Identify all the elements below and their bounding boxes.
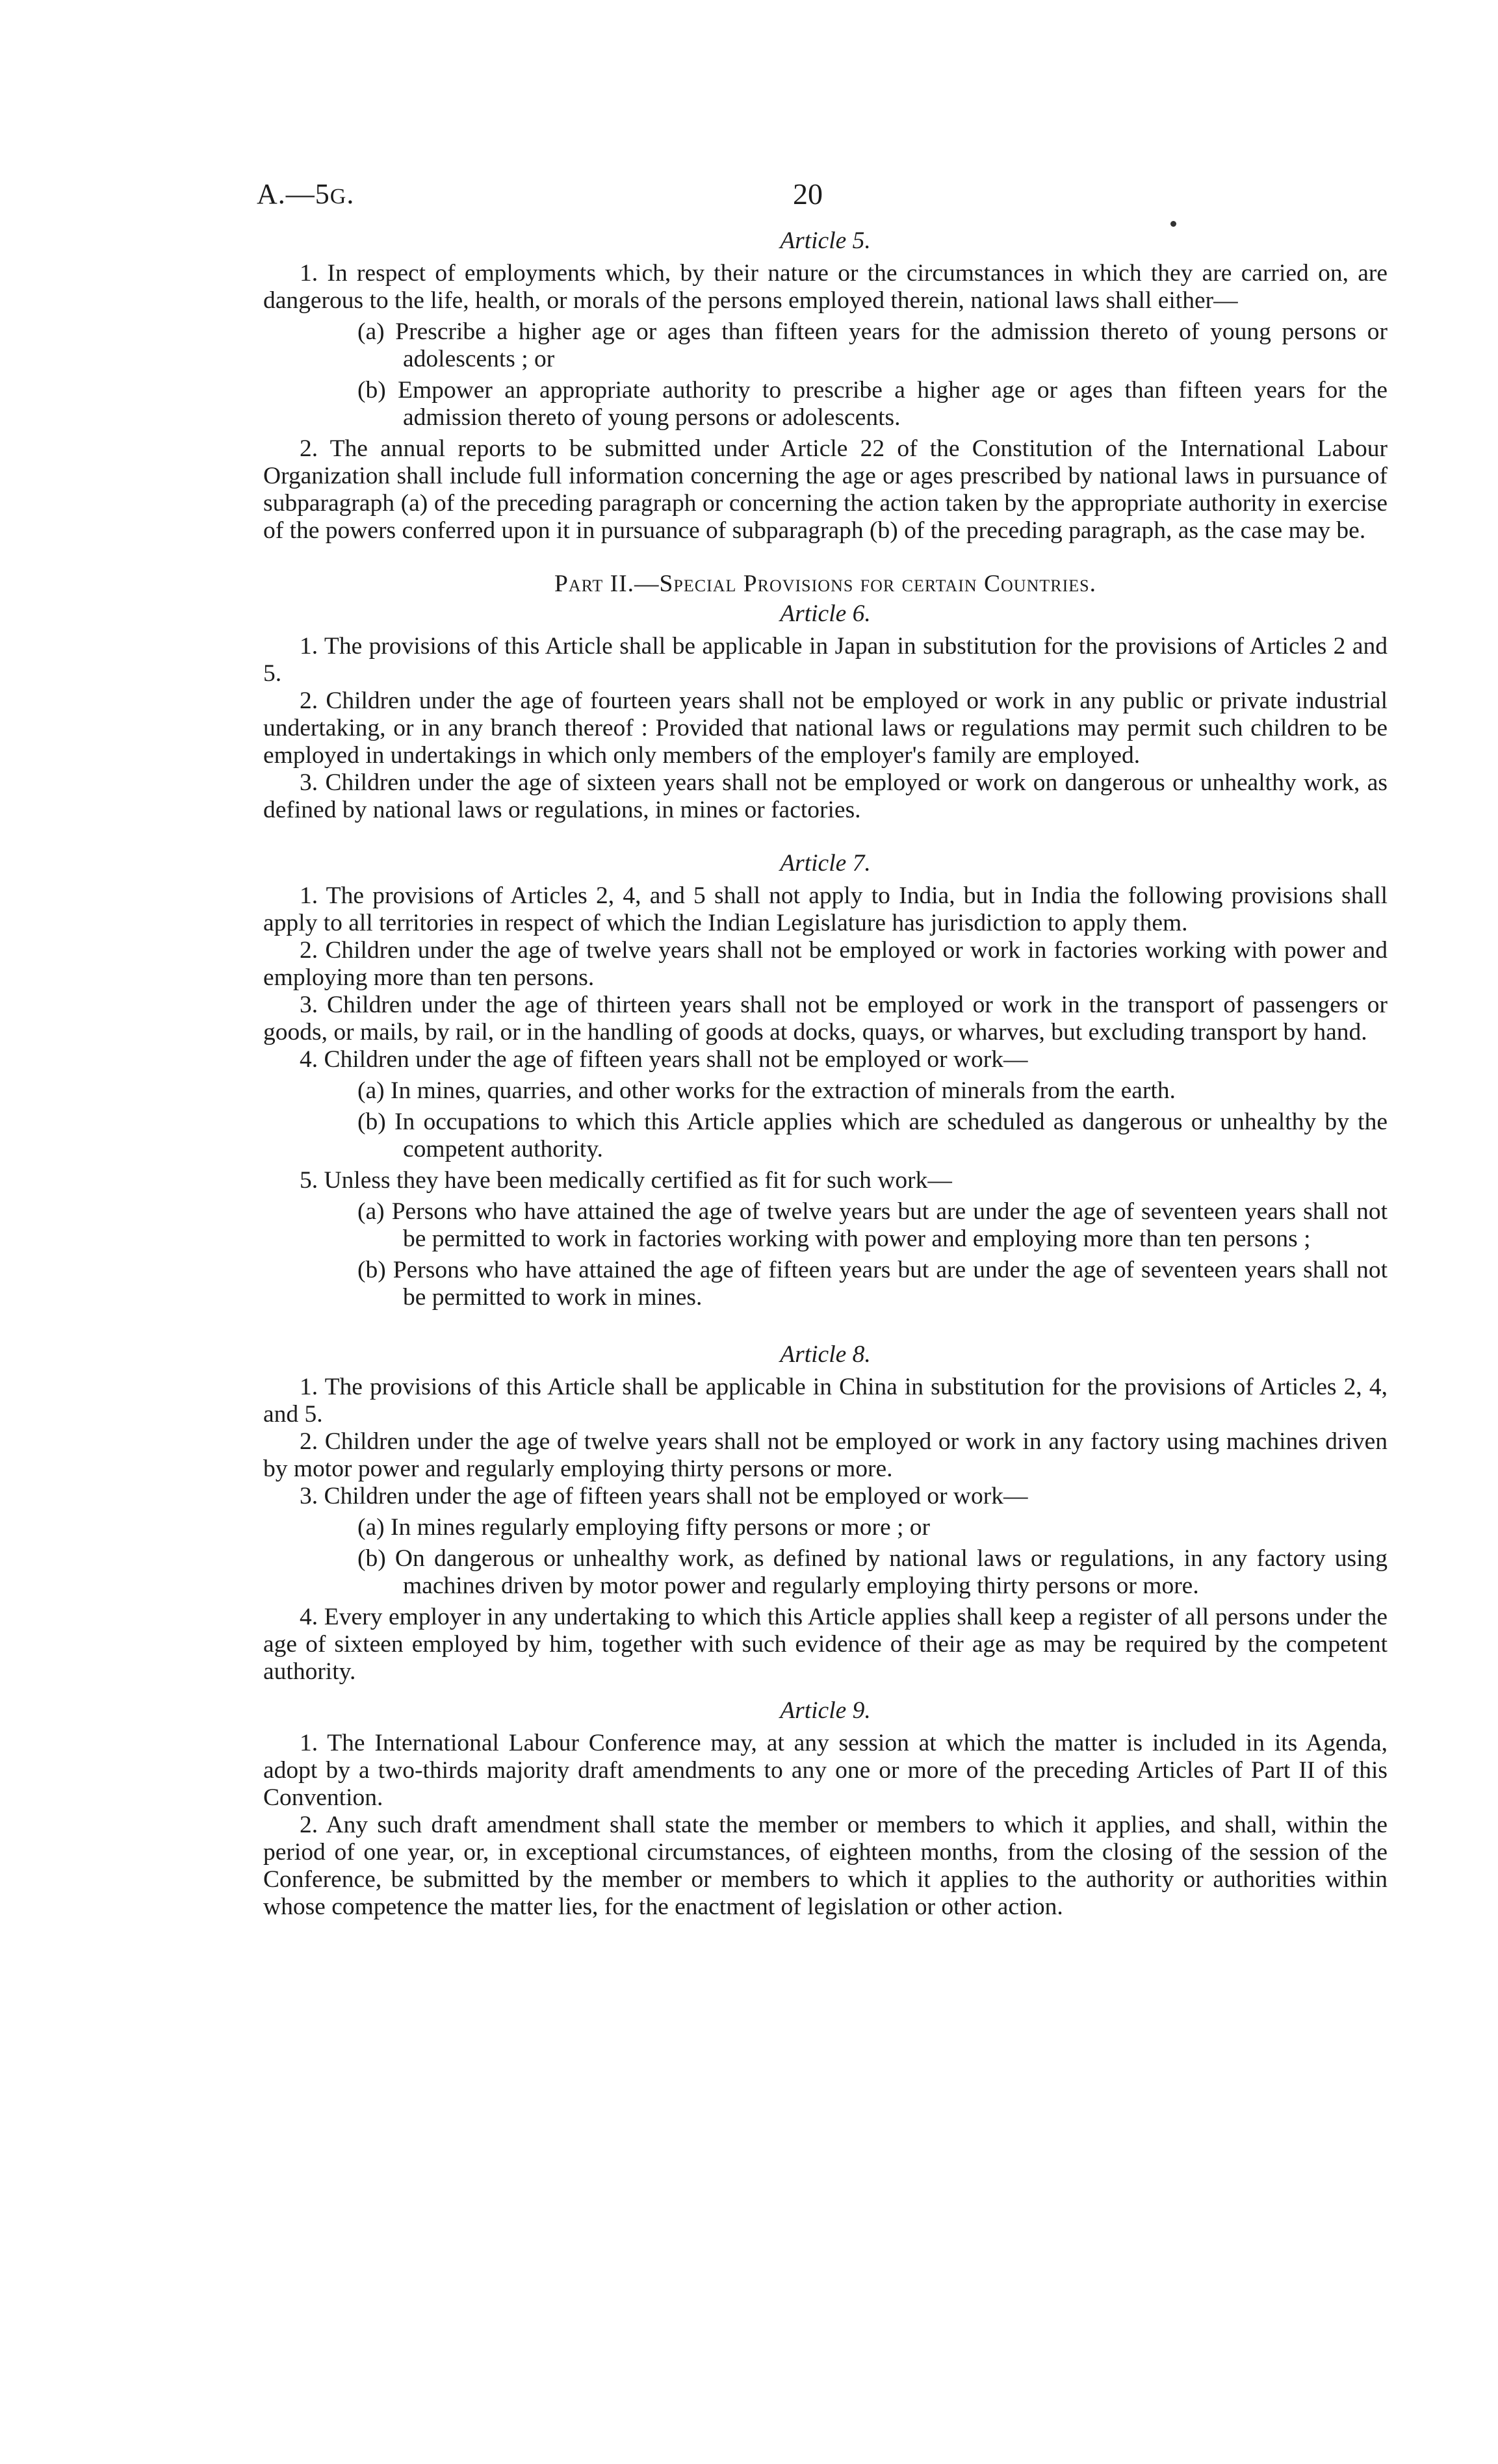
page-header <box>257 177 1388 213</box>
article-8-paragraph-3: 3. Children under the age of fifteen years shall not be employed or work— <box>300 1483 1028 1509</box>
page-number: 20 <box>793 177 823 211</box>
article-8-heading: Article 8. <box>780 1341 871 1368</box>
article-7-paragraph-1: 1. The provisions of Articles 2, 4, and 5 shall not apply to India, but in India the following provisions shall apply to all territories in respect of which the Indian Legislature has jurisdiction to apply them. <box>263 882 1388 936</box>
article-9-paragraph-1: 1. The International Labour Conference may, at any session at which the matter is included in its Agenda, adopt by a two-thirds majority draft amendments to any one or more of the preceding Articles of Part II of this Convention. <box>263 1730 1388 1811</box>
article-7-paragraph-3: 3. Children under the age of thirteen years shall not be employed or work in the transport of passengers or goods, or mails, by rail, or in the handling of goods at docks, quays, or wharves, but excluding transport by hand. <box>263 992 1388 1046</box>
article-6-paragraph-3: 3. Children under the age of sixteen years shall not be employed or work on dangerous or unhealthy work, as defined by national laws or regulations, in mines or factories. <box>263 769 1388 823</box>
article-8-item-3b: (b) On dangerous or unhealthy work, as defined by national laws or regulations, in any factory using machines driven by motor power and regularly employing thirty persons or more. <box>357 1545 1388 1599</box>
article-8-paragraph-4: 4. Every employer in any undertaking to which this Article applies shall keep a register of all persons under the age of sixteen employed by him, together with such evidence of their age as may be required by the competent authority. <box>263 1604 1388 1685</box>
document-reference <box>257 178 355 211</box>
article-5-item-b: (b) Empower an appropriate authority to prescribe a higher age or ages than fifteen years for the admission thereto of young persons or adolescents. <box>357 377 1388 431</box>
article-5-paragraph-1: 1. In respect of employments which, by their nature or the circumstances in which they are carried on, are dangerous to the life, health, or morals of the persons employed therein, national laws shall either— <box>263 260 1388 314</box>
article-6-paragraph-1: 1. The provisions of this Article shall be applicable in Japan in substitution for the provisions of Articles 2 and 5. <box>263 633 1388 687</box>
document-reference-suffix: G <box>329 185 347 209</box>
article-7-paragraph-5: 5. Unless they have been medically certified as fit for such work— <box>300 1167 952 1194</box>
article-6-heading: Article 6. <box>780 600 871 627</box>
article-7-paragraph-2: 2. Children under the age of twelve years shall not be employed or work in factories working with power and employing more than ten persons. <box>263 937 1388 991</box>
article-8-paragraph-2: 2. Children under the age of twelve years shall not be employed or work in any factory using machines driven by motor power and regularly employing thirty persons or more. <box>263 1428 1388 1482</box>
article-8-paragraph-1: 1. The provisions of this Article shall be applicable in China in substitution for the provisions of Articles 2, 4, and 5. <box>263 1374 1388 1428</box>
article-5-heading: Article 5. <box>780 227 871 254</box>
document-page <box>257 177 1388 1921</box>
article-5-item-a: (a) Prescribe a higher age or ages than fifteen years for the admission thereto of young persons or adolescents ; or <box>357 318 1388 372</box>
article-7-item-5b: (b) Persons who have attained the age of fifteen years but are under the age of seventeen years shall not be permitted to work in mines. <box>357 1257 1388 1311</box>
ink-mark <box>1170 221 1176 227</box>
document-reference-main: A.—5 <box>257 178 330 210</box>
article-7-heading: Article 7. <box>780 850 871 877</box>
article-9-heading: Article 9. <box>780 1697 871 1724</box>
article-9-paragraph-2: 2. Any such draft amendment shall state the member or members to which it applies, and shall, within the period of one year, or, in exceptional circumstances, of eighteen months, from the closing of the session of the Conference, be submitted by the member or members to which it applies to the authority or authorities within whose competence the matter lies, for the enactment of legislation or other action. <box>263 1812 1388 1920</box>
part-2-heading: Part II.—Special Provisions for certain Countries. <box>554 571 1096 597</box>
article-7-paragraph-4: 4. Children under the age of fifteen years shall not be employed or work— <box>300 1046 1028 1073</box>
article-7-item-4b: (b) In occupations to which this Article applies which are scheduled as dangerous or unhealthy by the competent authority. <box>357 1109 1388 1162</box>
article-6-paragraph-2: 2. Children under the age of fourteen years shall not be employed or work in any public or private industrial undertaking, or in any branch thereof : Provided that national laws or regulations may permit such children to be employed in undertakings in which only members of the employer's family are employed. <box>263 687 1388 769</box>
article-7-item-5a: (a) Persons who have attained the age of twelve years but are under the age of seventeen years shall not be permitted to work in factories working with power and employing more than ten persons ; <box>357 1198 1388 1252</box>
document-reference-dot: . <box>346 178 355 210</box>
article-5-paragraph-2: 2. The annual reports to be submitted under Article 22 of the Constitution of the International Labour Organization shall include full information concerning the age or ages prescribed by national laws in pursuance of subparagraph (a) of the preceding paragraph or concerning the action taken by the appropriate authority in exercise of the powers conferred upon it in pursuance of subparagraph (b) of the preceding paragraph, as the case may be. <box>263 435 1388 544</box>
article-8-item-3a: (a) In mines regularly employing fifty persons or more ; or <box>357 1514 931 1541</box>
article-7-item-4a: (a) In mines, quarries, and other works for the extraction of minerals from the earth. <box>357 1077 1176 1104</box>
